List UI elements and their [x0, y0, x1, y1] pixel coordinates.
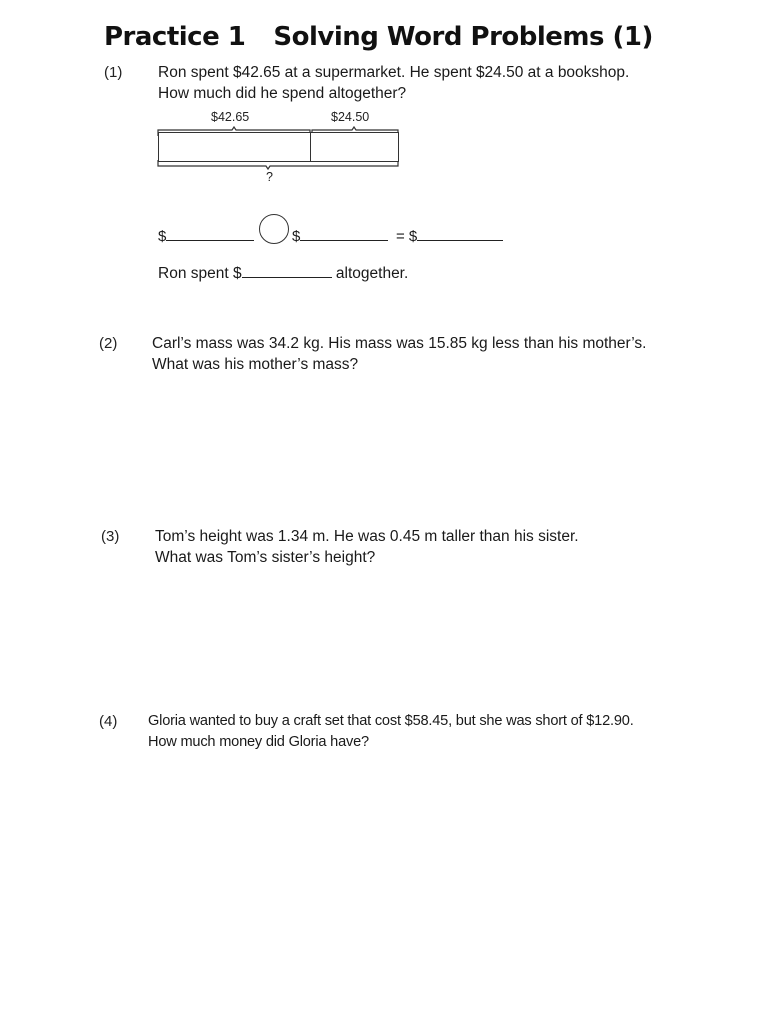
question-4-line-1: Gloria wanted to buy a craft set that cost $58.45, but she was short of $12.90.: [148, 713, 634, 729]
equation-blank-2[interactable]: [300, 228, 388, 241]
equation-result: [396, 228, 503, 245]
answer-prefix: Ron spent $: [158, 265, 242, 282]
practice-label: Practice 1: [104, 22, 246, 52]
question-3-number: (3): [101, 528, 120, 545]
topic-label: Solving Word Problems (1): [273, 22, 653, 52]
question-2-text: [152, 333, 646, 375]
question-1-number: (1): [104, 64, 123, 81]
question-2-number: (2): [99, 335, 118, 352]
question-2-line-1: Carl’s mass was 34.2 kg. His mass was 15.85 kg less than his mother’s.: [152, 335, 647, 352]
bar-part1-box: [158, 132, 312, 162]
equation-dollar-1: $: [158, 228, 167, 245]
bar-total-label: ?: [266, 170, 273, 184]
question-3-line-2: What was Tom’s sister’s height?: [155, 549, 376, 566]
equation-blank-result[interactable]: [417, 228, 503, 241]
question-1-line-1: Ron spent $42.65 at a supermarket. He spent $24.50 at a bookshop.: [158, 64, 630, 81]
question-3-text: [155, 526, 579, 568]
bar-part2-label: $24.50: [331, 110, 370, 124]
question-4-line-2: How much money did Gloria have?: [148, 734, 369, 750]
equation-blank-1[interactable]: [166, 228, 254, 241]
answer-suffix: altogether.: [335, 265, 409, 282]
question-4-number: (4): [99, 713, 118, 730]
answer-blank[interactable]: [242, 265, 332, 278]
question-4-text: [148, 711, 634, 753]
question-3-line-1: Tom’s height was 1.34 m. He was 0.45 m taller than his sister.: [155, 528, 579, 545]
answer-sentence: [158, 265, 408, 283]
equation-term-1: [158, 228, 254, 245]
operator-circle[interactable]: [259, 214, 289, 244]
equation-equals: = $: [396, 228, 418, 245]
bar-part1-label: $42.65: [211, 110, 250, 124]
question-1-line-2: How much did he spend altogether?: [158, 85, 407, 102]
question-2-line-2: What was his mother’s mass?: [152, 356, 359, 373]
equation-dollar-2: $: [292, 228, 301, 245]
equation-term-2: [292, 228, 388, 245]
bar-part2-box: [310, 132, 399, 162]
